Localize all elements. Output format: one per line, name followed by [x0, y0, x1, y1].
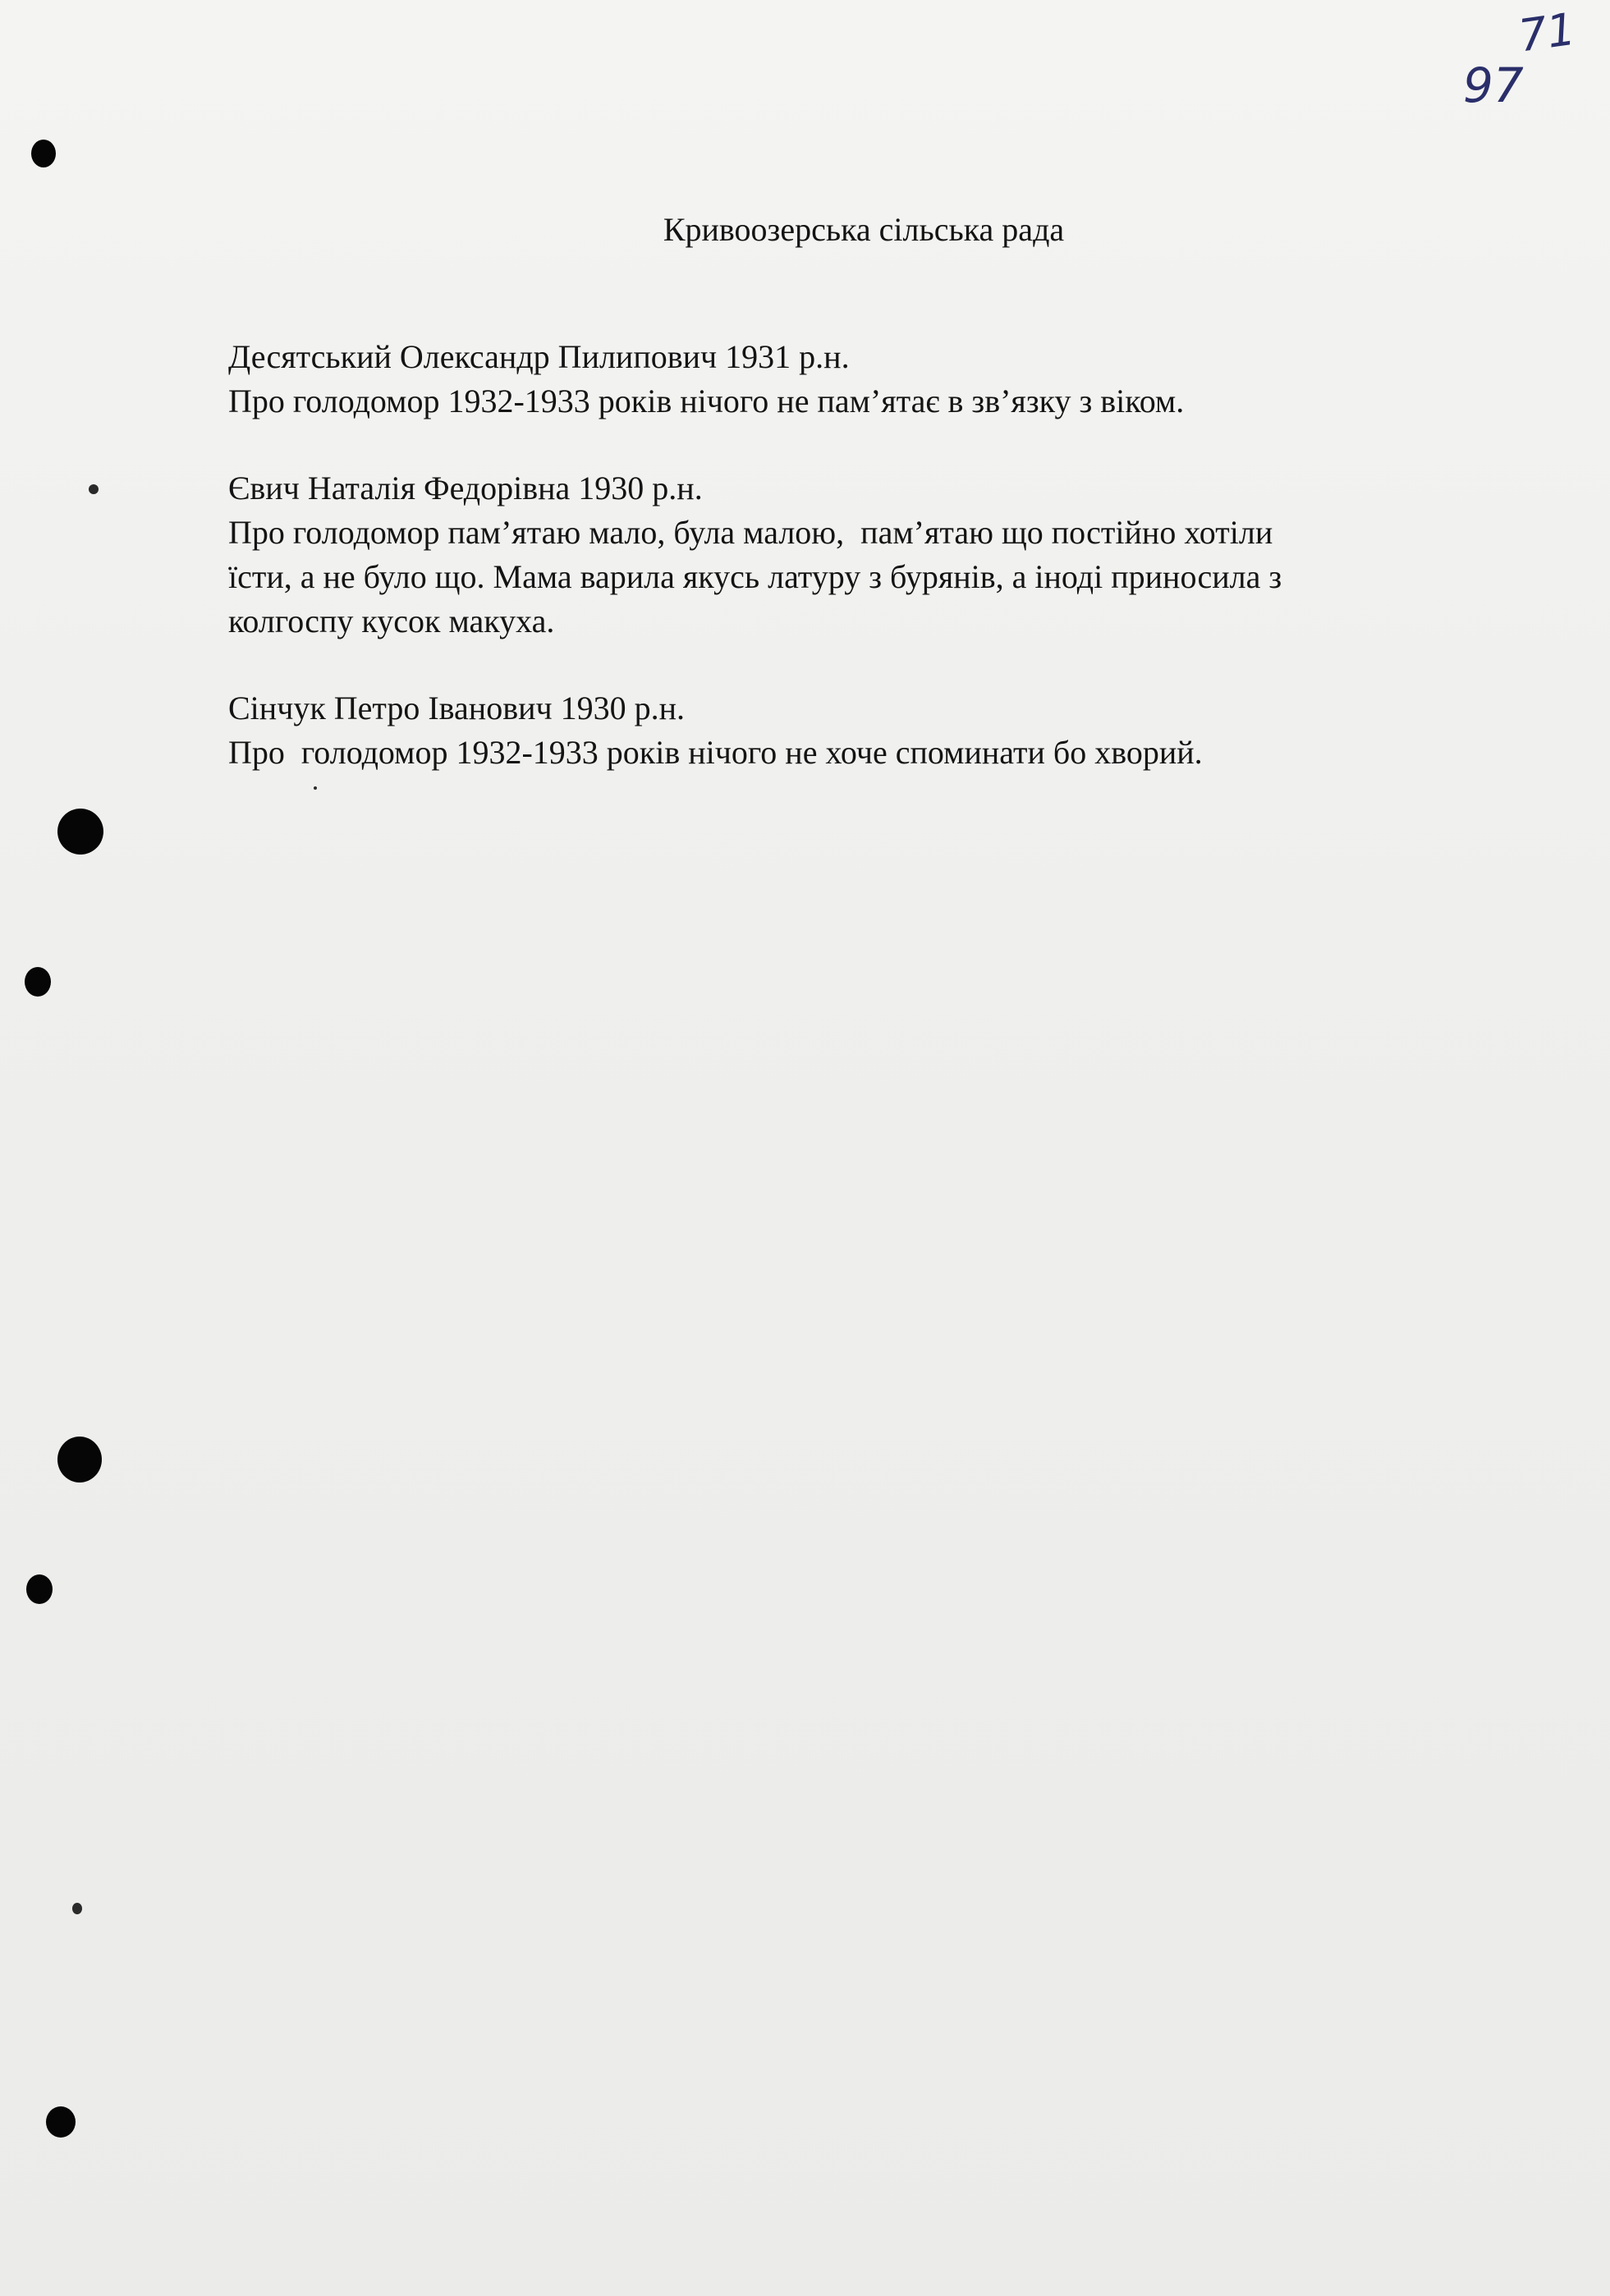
paper-speck — [89, 484, 99, 494]
entry-name: Десятський Олександр Пилипович 1931 р.н. — [228, 338, 850, 375]
archive-number-second: 97 — [1463, 57, 1524, 113]
punch-hole — [57, 809, 103, 855]
testimony-entry — [228, 335, 1509, 424]
entry-text-line: Про голодомор пам’ятаю мало, була малою, пам’ятаю що постійно хотіли — [228, 514, 1273, 551]
testimony-list — [228, 335, 1509, 818]
archive-number-first: 71 — [1515, 2, 1579, 62]
entry-name: Сінчук Петро Іванович 1930 р.н. — [228, 690, 686, 726]
punch-hole — [31, 140, 56, 167]
testimony-entry — [228, 466, 1509, 644]
paper-speck — [72, 1903, 82, 1914]
entry-name: Євич Наталія Федорівна 1930 р.н. — [228, 470, 703, 506]
punch-hole — [26, 1574, 53, 1604]
entry-text-line: їсти, а не було що. Мама варила якусь латуру з бурянів, а іноді приносила з — [228, 558, 1282, 595]
punch-hole — [57, 1437, 102, 1483]
entry-text-line: Про голодомор 1932-1933 років нічого не хоче споминати бо хворий. — [228, 734, 1203, 771]
punch-hole — [46, 2106, 76, 2138]
testimony-entry — [228, 686, 1509, 775]
punch-hole — [25, 967, 51, 997]
document-title: Кривоозерська сільська рада — [663, 211, 1065, 248]
entry-text-line: Про голодомор 1932-1933 років нічого не пам’ятає в зв’язку з віком. — [228, 383, 1185, 419]
entry-text-line: колгоспу кусок макуха. — [228, 603, 555, 639]
